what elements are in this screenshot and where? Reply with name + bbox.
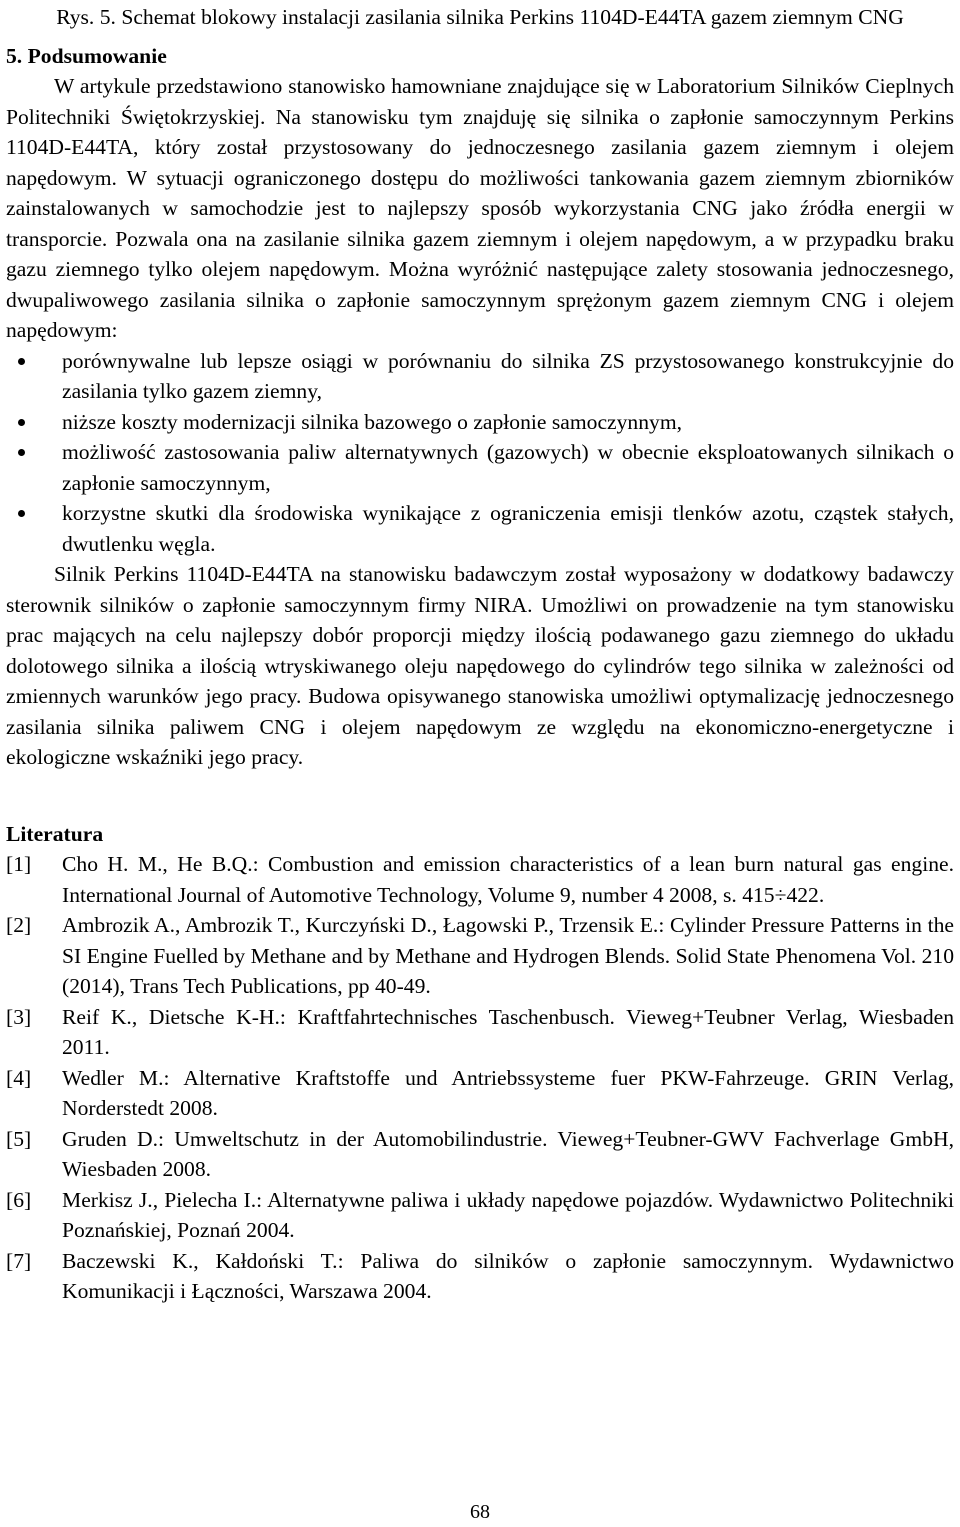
reference-item — [6, 1002, 954, 1063]
literature-heading: Literatura — [6, 821, 104, 846]
reference-text: Cho H. M., He B.Q.: Combustion and emission characteristics of a lean burn natural gas engine. International Journal of Automotive Technology, Volume 9, number 4 2008, s. 415÷422. — [62, 852, 954, 907]
list-item: możliwość zastosowania paliw alternatywnych (gazowych) w obecnie eksploatowanych silnikach o zapłonie samoczynnym, — [6, 437, 954, 498]
list-item: niższe koszty modernizacji silnika bazowego o zapłonie samoczynnym, — [6, 407, 954, 438]
conclusion-paragraph: Silnik Perkins 1104D-E44TA na stanowisku badawczym został wyposażony w dodatkowy badawczy sterownik silników o zapłonie samoczynnym firmy NIRA. Umożliwi on prowadzenie na tym stanowisku prac mających na celu najlepszy dobór proporcji między ilością podawanego gazu ziemnego do układu dolotowego silnika a ilością wtryskiwanego oleju napędowego do cylindrów tego silnika w zależności od zmiennych warunków jego pracy. Budowa opisywanego stanowiska umożliwi optymalizację jednoczesnego zasilania silnika paliwem CNG i olejem napędowym ze względu na ekonomiczno-energetyczne i ekologiczne wskaźniki jego pracy. — [6, 562, 954, 769]
reference-number: [4] — [6, 1065, 32, 1090]
list-item: korzystne skutki dla środowiska wynikające z ograniczenia emisji tlenków azotu, cząstek stałych, dwutlenku węgla. — [6, 498, 954, 559]
list-item: porównywalne lub lepsze osiągi w porównaniu do silnika ZS przystosowanego konstrukcyjnie do zasilania tylko gazem ziemny, — [6, 346, 954, 407]
page-number: 68 — [470, 1501, 490, 1523]
reference-number: [3] — [6, 1004, 32, 1029]
reference-text: Wedler M.: Alternative Kraftstoffe und Antriebssysteme fuer PKW-Fahrzeuge. GRIN Verlag, Norderstedt 2008. — [62, 1065, 954, 1120]
bullet-icon — [18, 419, 25, 426]
reference-number: [5] — [6, 1126, 32, 1151]
section-heading: 5. Podsumowanie — [6, 43, 167, 68]
reference-item — [6, 910, 954, 1002]
reference-item — [6, 1246, 954, 1307]
figure-caption: Rys. 5. Schemat blokowy instalacji zasilania silnika Perkins 1104D-E44TA gazem ziemnym CNG — [56, 5, 904, 29]
bullet-icon — [18, 449, 25, 456]
reference-item — [6, 1063, 954, 1124]
reference-item — [6, 1185, 954, 1246]
reference-number: [6] — [6, 1187, 32, 1212]
reference-text: Baczewski K., Kałdoński T.: Paliwa do silników o zapłonie samoczynnym. Wydawnictwo Komunikacji i Łączności, Warszawa 2004. — [62, 1248, 954, 1303]
reference-number: [2] — [6, 913, 32, 937]
document-page — [6, 2, 954, 1307]
advantages-list — [6, 346, 954, 560]
bullet-icon — [18, 510, 25, 517]
reference-list — [6, 849, 954, 1307]
reference-item — [6, 849, 954, 910]
reference-number: [7] — [6, 1248, 32, 1273]
bullet-icon — [18, 358, 25, 365]
reference-text: Merkisz J., Pielecha I.: Alternatywne paliwa i układy napędowe pojazdów. Wydawnictwo Politechniki Poznańskiej, Poznań 2004. — [62, 1187, 954, 1242]
reference-item — [6, 1124, 954, 1185]
reference-text: Reif K., Dietsche K-H.: Kraftfahrtechnisches Taschenbusch. Vieweg+Teubner Verlag, Wiesbaden 2011. — [62, 1004, 954, 1059]
summary-paragraph: W artykule przedstawiono stanowisko hamowniane znajdujące się w Laboratorium Silników Cieplnych Politechniki Świętokrzyskiej. Na stanowisku tym znajduję się silnika o zapłonie samoczynnym Perkins 1104D-E44TA, który został przystosowany do jednoczesnego zasilania gazem ziemnym i olejem napędowym. W sytuacji ograniczonego dostępu do możliwości tankowania gazem ziemnym zbiorników zainstalowanych w samochodzie jest to najlepszy sposób wykorzystania CNG jako źródła energii w transporcie. Pozwala ona na zasilanie silnika gazem ziemnym i olejem napędowym, a w przypadku braku gazu ziemnego tylko olejem napędowym. Można wyróżnić następujące zalety stosowania jednoczesnego, dwupaliwowego zasilania silnika o zapłonie samoczynnym sprężonym gazem ziemnym CNG i olejem napędowym: — [6, 74, 954, 342]
reference-text: Gruden D.: Umweltschutz in der Automobilindustrie. Vieweg+Teubner-GWV Fachverlage GmbH, Wiesbaden 2008. — [62, 1126, 954, 1181]
reference-text: Ambrozik A., Ambrozik T., Kurczyński D., Łagowski P., Trzensik E.: Cylinder Pressure Patterns in the SI Engine Fuelled by Methane and by Methane and Hydrogen Blends. Solid State Phenomena Vol. 210 (2014), Trans Tech Publications, pp 40-49. — [62, 913, 954, 998]
reference-number: [1] — [6, 852, 32, 876]
